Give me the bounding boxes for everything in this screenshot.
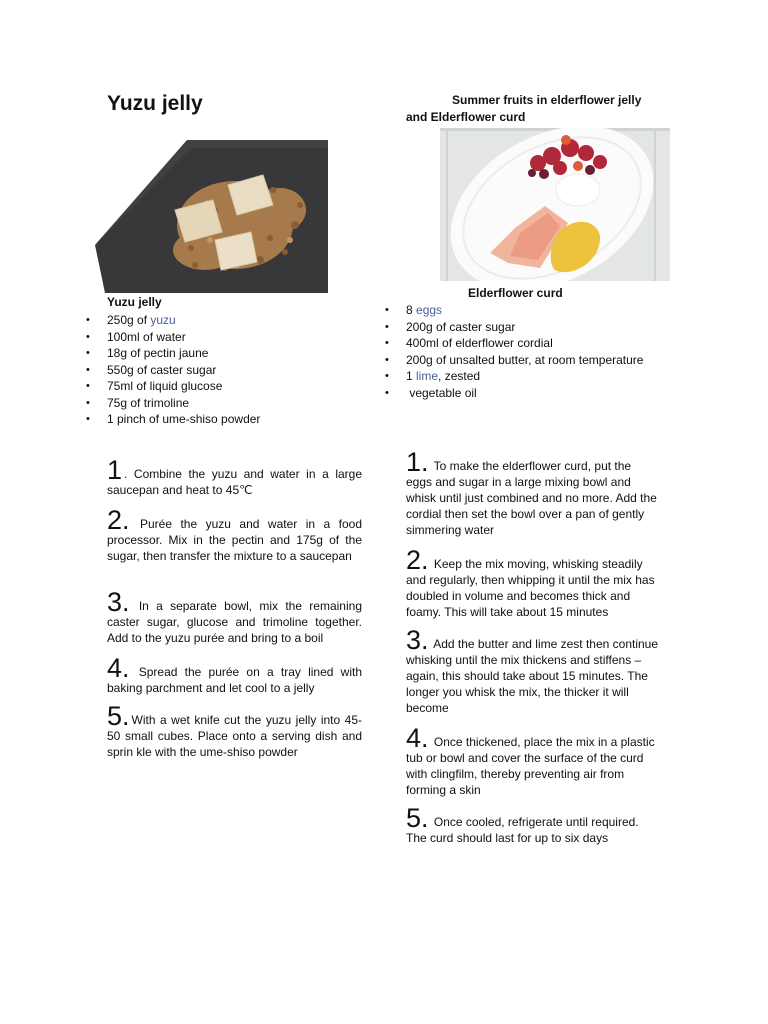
list-item xyxy=(86,395,260,412)
step-text: Purée the yuzu and water in a food processor. Mix in the pectin and 175g of the sugar, then transfer the mixture to a saucepan xyxy=(107,517,362,563)
yuzu-ingredients-heading: Yuzu jelly xyxy=(107,295,162,309)
bullet: • xyxy=(385,386,389,399)
bullet: • xyxy=(385,353,389,366)
method-step xyxy=(406,723,658,798)
bullet: • xyxy=(86,413,90,425)
step-number: 4. xyxy=(406,723,429,753)
step-text: . Combine the yuzu and water in a large saucepan and heat to 45℃ xyxy=(107,467,362,497)
step-text: With a wet knife cut the yuzu jelly into 45-50 small cubes. Place onto a serving dish and sprin kle with the ume-shiso powder xyxy=(107,713,362,759)
bullet: • xyxy=(86,363,90,376)
list-item xyxy=(385,335,643,352)
bullet: • xyxy=(385,337,389,349)
ingredient-text: 400ml of elderflower cordial xyxy=(406,336,553,350)
summer-fruits-photo xyxy=(440,128,670,281)
method-step xyxy=(107,587,362,646)
method-step xyxy=(406,447,658,538)
yuzu-ingredient-list xyxy=(86,312,261,428)
elderflower-ingredients-heading: Elderflower curd xyxy=(468,286,563,300)
list-item xyxy=(86,378,260,395)
step-text: Keep the mix moving, whisking steadily and regularly, then whipping it until the mix has doubled in volume and becomes thick and foamy. This will take about 15 minutes xyxy=(406,557,655,619)
bullet: • xyxy=(86,380,90,392)
ingredient-text: 550g of caster sugar xyxy=(107,362,217,377)
method-step xyxy=(406,803,658,846)
yuzu-jelly-photo xyxy=(95,140,328,293)
step-text: Once cooled, refrigerate until required. The curd should last for up to six days xyxy=(406,815,639,845)
list-item xyxy=(86,312,260,329)
method-step xyxy=(406,545,658,620)
method-step xyxy=(107,455,362,498)
list-item xyxy=(86,362,260,379)
step-number: 2. xyxy=(107,505,130,535)
method-step xyxy=(107,653,362,696)
step-number: 3. xyxy=(107,587,130,617)
step-text: In a separate bowl, mix the remaining caster sugar, glucose and trimoline together. Add to the yuzu purée and bring to a boil xyxy=(107,599,362,645)
bullet: • xyxy=(385,304,389,316)
yuzu-link[interactable]: yuzu xyxy=(150,313,176,327)
summer-fruits-title-line1: Summer fruits in elderflower jelly xyxy=(452,93,642,107)
ingredient-text: 250g of xyxy=(107,313,151,327)
ingredient-text-suffix: , zested xyxy=(438,369,481,383)
bullet: • xyxy=(86,330,90,343)
ingredient-text: 1 xyxy=(406,369,417,383)
step-number: 2. xyxy=(406,545,429,575)
step-text: Spread the purée on a tray lined with baking parchment and let cool to a jelly xyxy=(107,665,362,695)
ingredient-text: 200g of unsalted butter, at room temperature xyxy=(406,352,644,367)
bullet: • xyxy=(385,370,389,382)
method-step xyxy=(107,701,362,760)
ingredient-text: vegetable oil xyxy=(406,385,477,400)
list-item xyxy=(86,345,260,362)
list-item xyxy=(385,385,643,402)
summer-fruits-title xyxy=(406,92,696,126)
list-item xyxy=(385,302,643,319)
step-number: 1. xyxy=(406,447,429,477)
bullet: • xyxy=(86,396,90,409)
ingredient-text: 200g of caster sugar xyxy=(406,319,516,334)
list-item xyxy=(385,368,643,385)
ingredient-text: 75ml of liquid glucose xyxy=(107,379,223,393)
list-item xyxy=(385,319,643,336)
step-number: 5. xyxy=(107,701,130,731)
summer-fruits-title-line2: and Elderflower curd xyxy=(406,110,526,124)
step-text: To make the elderflower curd, put the eggs and sugar in a large mixing bowl and whisk until just combined and no more. Add the cordial then set the bowl over a pan of gently simmering water xyxy=(406,459,657,537)
step-number: 3. xyxy=(406,625,429,655)
method-step xyxy=(406,625,659,716)
bullet: • xyxy=(385,320,389,333)
bullet: • xyxy=(86,347,90,359)
step-number: 1 xyxy=(107,455,123,485)
step-number: 4. xyxy=(107,653,130,683)
lime-link[interactable]: lime xyxy=(416,369,439,383)
method-step xyxy=(107,505,362,564)
step-text: Once thickened, place the mix in a plastic tub or bowl and cover the surface of the curd with clingfilm, thereby preventing air from forming a skin xyxy=(406,735,655,797)
list-item xyxy=(86,411,261,428)
ingredient-text: 75g of trimoline xyxy=(107,395,190,410)
list-item xyxy=(385,352,644,369)
ingredient-text: 1 pinch of ume-shiso powder xyxy=(107,412,261,426)
ingredient-text: 8 xyxy=(406,303,417,317)
eggs-link[interactable]: eggs xyxy=(416,303,443,317)
ingredient-text: 18g of pectin jaune xyxy=(107,346,209,360)
step-text: Add the butter and lime zest then continue whisking until the mix thickens and stiffens – again, this should take about 15 minutes. The longer you whisk the mix, the thicker it will become xyxy=(406,637,659,715)
yuzu-jelly-title: Yuzu jelly xyxy=(107,92,203,115)
bullet: • xyxy=(86,314,90,326)
list-item xyxy=(86,329,260,346)
ingredient-text: 100ml of water xyxy=(107,329,186,344)
step-number: 5. xyxy=(406,803,429,833)
elderflower-ingredient-list xyxy=(385,302,644,401)
